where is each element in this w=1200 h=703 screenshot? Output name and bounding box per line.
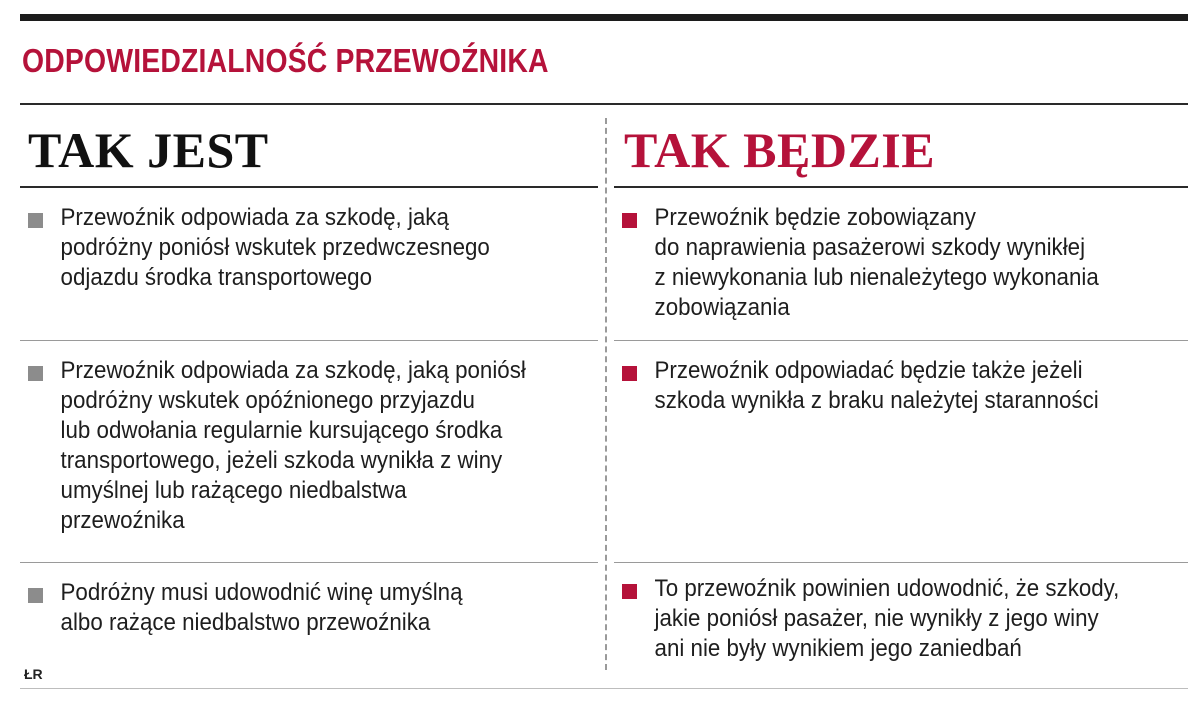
future-rule-text: Przewoźnik będzie zobowiązany do naprawienia pasażerowi szkody wynikłej z niewykonania lub nienależytego wykonania zobowiązania — [654, 204, 1099, 321]
future-rule-text: To przewoźnik powinien udowodnić, że szkody, jakie poniósł pasażer, nie wynikły z jego winy ani nie były wynikiem jego zaniedbań — [654, 575, 1120, 662]
right-title-underline — [614, 186, 1188, 188]
column-divider — [605, 118, 607, 670]
column-title-current: TAK JEST — [28, 122, 269, 178]
current-rule-text: Przewoźnik odpowiada za szkodę, jaką poniósł podróżny wskutek opóźnionego przyjazdu lub odwołania regularnie kursującego środka transportowego, jeżeli szkoda wynikła z winy umyślnej lub rażącego niedbalstwa przewoźnika — [60, 357, 526, 534]
column-title-future: TAK BĘDZIE — [624, 122, 936, 178]
future-rule-item — [622, 356, 1188, 416]
current-rule-text: Przewoźnik odpowiada za szkodę, jaką podróżny poniósł wskutek przedwczesnego odjazdu środka transportowego — [60, 204, 490, 291]
current-rule-item — [28, 356, 598, 536]
right-row-separator-2 — [614, 562, 1188, 563]
headline-underline — [20, 103, 1188, 105]
left-row-separator-1 — [20, 340, 598, 341]
future-rule-item — [622, 574, 1188, 664]
source-credit: ŁR — [24, 666, 43, 682]
current-rule-item — [28, 203, 598, 293]
current-rule-item — [28, 578, 598, 638]
future-rule-text: Przewoźnik odpowiadać będzie także jeżeli szkoda wynikła z braku należytej staranności — [654, 357, 1099, 414]
current-rule-text: Podróżny musi udowodnić winę umyślną albo rażące niedbalstwo przewoźnika — [60, 579, 463, 636]
top-rule — [20, 14, 1188, 21]
right-row-separator-1 — [614, 340, 1188, 341]
left-title-underline — [20, 186, 598, 188]
headline: ODPOWIEDZIALNOŚĆ PRZEWOŹNIKA — [22, 42, 549, 79]
future-rule-item — [622, 203, 1188, 323]
left-row-separator-2 — [20, 562, 598, 563]
bottom-rule — [20, 688, 1188, 689]
